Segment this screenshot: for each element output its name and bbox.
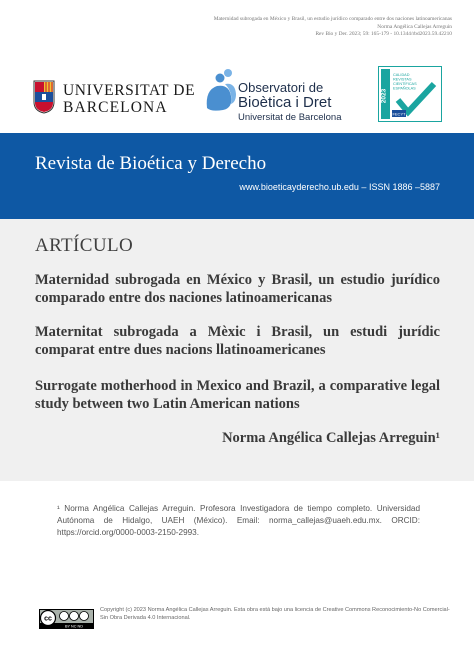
seal-year: 2023 [380, 88, 388, 104]
running-header-author: Norma Angélica Callejas Arreguin [377, 23, 452, 30]
observatori-line3: Universitat de Barcelona [238, 112, 342, 123]
ub-shield-icon [33, 80, 55, 114]
article-panel [0, 219, 474, 481]
title-catalan: Maternitat subrogada a Mèxic i Brasil, un estudi jurídic comparat entre dues nacions llatinoamericanes [35, 324, 440, 358]
creative-commons-badge-icon [39, 609, 94, 629]
ub-logo-line2: BARCELONA [63, 99, 168, 116]
svg-text:cc: cc [44, 615, 52, 623]
running-header-title: Maternidad subrogada en México y Brasil, un estudio jurídico comparado entre dos naciones latinoamericanas [213, 16, 452, 22]
cc-badge-label: BY NC ND [64, 624, 84, 629]
section-label: ARTÍCULO [35, 235, 134, 256]
license-text: Copyright (c) 2023 Norma Angélica Callejas Arreguin. Esta obra está bajo una licencia de Creative Commons Reconocimiento-No Comercial-Sin Obra Derivada 4.0 Internacional. [100, 607, 450, 621]
title-spanish: Maternidad subrogada en México y Brasil, un estudio jurídico comparado entre dos naciones latinoamericanas [35, 272, 440, 306]
seal-text2: REVISTAS [393, 77, 412, 82]
title-english: Surrogate motherhood in Mexico and Brazil, a comparative legal study between two Latin American nations [35, 378, 440, 412]
fecyt-quality-seal-icon [378, 66, 442, 122]
running-header [72, 16, 452, 39]
observatori-people-icon [203, 68, 239, 112]
journal-url-issn: www.bioeticayderecho.ub.edu – ISSN 1886 –5887 [239, 182, 440, 192]
author-footnote: ¹ Norma Angélica Callejas Arreguin. Profesora Investigadora de tiempo completo. Universidad Autónoma de Hidalgo, UAEH (México). Email: norma_callejas@uaeh.edu.mx. ORCID: https://orcid.org/0000-0003-2150-2993. [57, 504, 420, 537]
observatori-line1: Observatori de [238, 80, 324, 95]
author-name: Norma Angélica Callejas Arreguin¹ [222, 430, 440, 446]
seal-text1: CALIDAD [393, 73, 410, 77]
universitat-de-barcelona-logo [33, 80, 196, 122]
seal-text4: ESPAÑOLAS [393, 86, 416, 91]
journal-title: Revista de Bioética y Derecho [35, 153, 267, 174]
journal-banner [0, 133, 474, 219]
observatori-line2: Bioètica i Dret [238, 94, 332, 111]
ub-logo-line1: UNIVERSITAT DE [63, 82, 196, 99]
observatori-bioetica-logo [203, 68, 353, 126]
running-header-citation: Rev Bio y Der. 2023; 59: 165-179 - 10.1344/rbd2023.59.42210 [315, 31, 452, 38]
seal-text5: FECYT [392, 111, 406, 117]
seal-text3: CIENTÍFICAS [393, 82, 417, 86]
